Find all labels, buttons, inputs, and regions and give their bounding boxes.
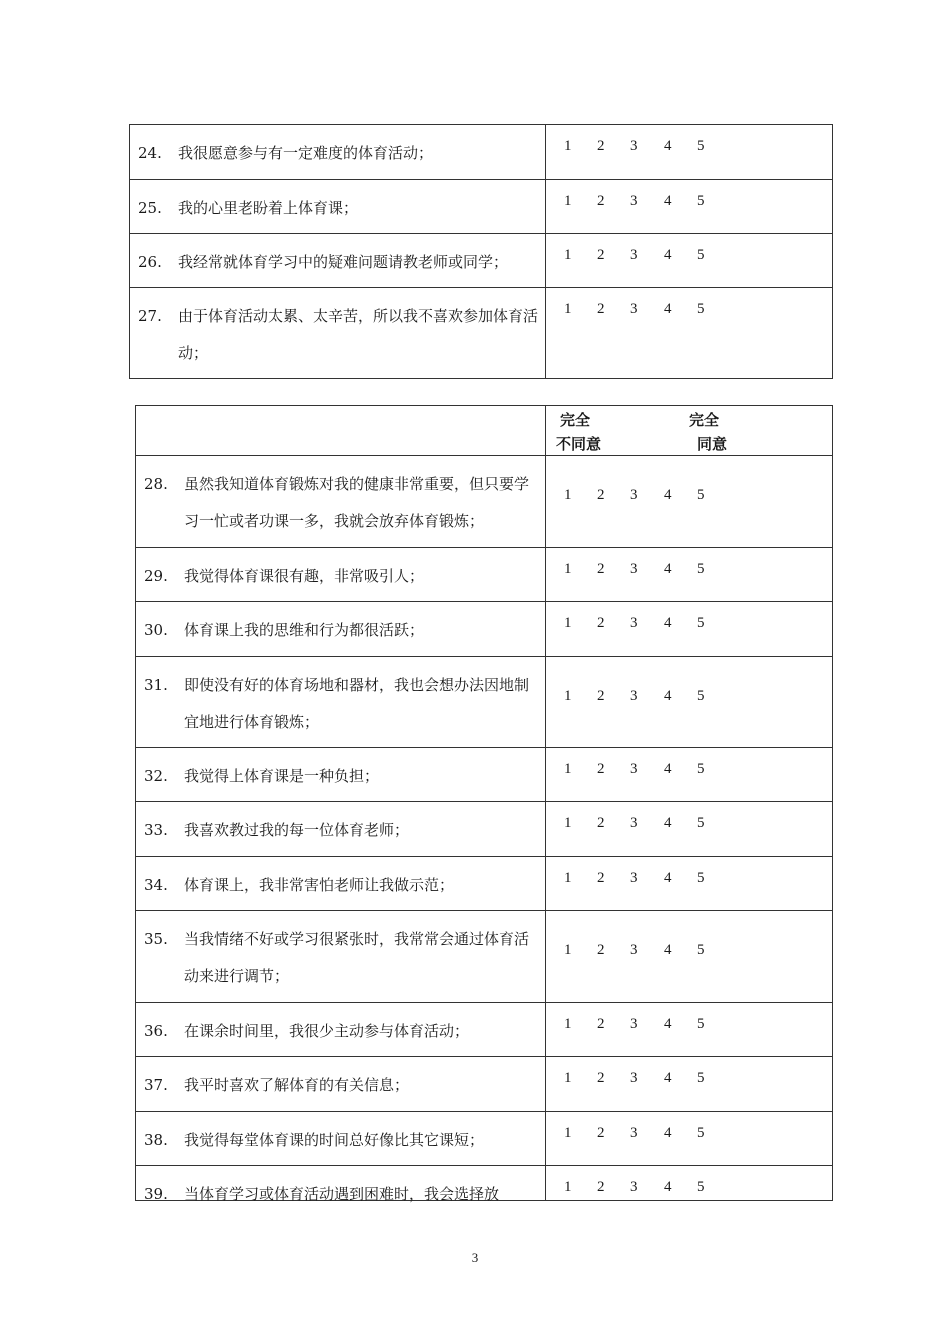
question-cell xyxy=(136,657,546,748)
rating-scale xyxy=(546,942,832,962)
rating-option-3[interactable]: 3 xyxy=(630,138,638,154)
rating-option-1[interactable]: 1 xyxy=(564,761,572,777)
rating-scale-cell xyxy=(546,857,833,911)
question-text xyxy=(144,1067,539,1104)
question-statement: 即使没有好的体育场地和器材，我也会想办法因地制宜地进行体育锻炼； xyxy=(184,676,530,731)
question-cell xyxy=(136,1112,546,1166)
rating-scale xyxy=(546,815,832,835)
rating-option-3[interactable]: 3 xyxy=(630,301,638,317)
rating-option-2[interactable]: 2 xyxy=(597,615,605,631)
question-number: 28. xyxy=(144,475,168,493)
question-number: 32. xyxy=(144,767,168,785)
question-row xyxy=(136,602,833,657)
question-row xyxy=(136,1112,833,1166)
rating-option-1[interactable]: 1 xyxy=(564,870,572,886)
question-number: 29. xyxy=(144,567,168,585)
rating-option-3[interactable]: 3 xyxy=(630,1070,638,1086)
question-cell xyxy=(130,125,546,180)
rating-scale-cell xyxy=(546,748,833,802)
rating-option-2[interactable]: 2 xyxy=(597,193,605,209)
rating-option-4[interactable]: 4 xyxy=(664,815,672,831)
question-text xyxy=(144,1176,539,1213)
rating-scale xyxy=(546,1070,832,1090)
rating-scale xyxy=(546,247,832,267)
question-text xyxy=(144,466,539,540)
question-text xyxy=(138,298,539,372)
rating-option-3[interactable]: 3 xyxy=(630,193,638,209)
question-text xyxy=(144,867,539,904)
rating-option-5[interactable]: 5 xyxy=(697,301,705,317)
question-text xyxy=(144,758,539,795)
question-cell xyxy=(136,602,546,657)
rating-option-2[interactable]: 2 xyxy=(597,870,605,886)
rating-option-2[interactable]: 2 xyxy=(597,942,605,958)
scale-header-right-bottom: 同意 xyxy=(697,435,728,453)
scale-header-row xyxy=(136,406,833,456)
question-number: 26. xyxy=(138,253,162,271)
question-cell xyxy=(136,911,546,1003)
rating-option-3[interactable]: 3 xyxy=(630,487,638,503)
question-statement: 我觉得每堂体育课的时间总好像比其它课短； xyxy=(184,1131,485,1149)
scale-header-right-top: 完全 xyxy=(689,411,720,429)
rating-scale xyxy=(546,487,832,507)
question-cell xyxy=(130,234,546,288)
rating-option-5[interactable]: 5 xyxy=(697,247,705,263)
question-text xyxy=(144,1013,539,1050)
rating-scale xyxy=(546,1179,832,1199)
question-statement: 虽然我知道体育锻炼对我的健康非常重要，但只要学习一忙或者功课一多，我就会放弃体育锻炼； xyxy=(184,475,530,530)
rating-scale-cell xyxy=(546,1057,833,1112)
question-cell xyxy=(136,548,546,602)
page-number: 3 xyxy=(471,1250,479,1265)
rating-option-4[interactable]: 4 xyxy=(664,487,672,503)
rating-option-3[interactable]: 3 xyxy=(630,942,638,958)
scale-header-left-top: 完全 xyxy=(560,411,591,429)
question-text xyxy=(138,135,539,172)
question-row xyxy=(136,1166,833,1201)
rating-scale-cell xyxy=(546,802,833,857)
rating-option-5[interactable]: 5 xyxy=(697,688,705,704)
question-statement: 我的心里老盼着上体育课； xyxy=(178,199,359,217)
question-number: 36. xyxy=(144,1022,168,1040)
question-text xyxy=(144,558,539,595)
question-statement: 我平时喜欢了解体育的有关信息； xyxy=(184,1076,410,1094)
rating-option-5[interactable]: 5 xyxy=(697,1125,705,1141)
rating-option-1[interactable]: 1 xyxy=(564,615,572,631)
rating-option-5[interactable]: 5 xyxy=(697,942,705,958)
rating-option-2[interactable]: 2 xyxy=(597,1179,605,1195)
rating-option-5[interactable]: 5 xyxy=(697,761,705,777)
rating-option-4[interactable]: 4 xyxy=(664,1179,672,1195)
rating-scale-cell xyxy=(546,234,833,288)
question-statement: 当体育学习或体育活动遇到困难时，我会选择放 xyxy=(184,1185,500,1203)
question-row xyxy=(130,288,833,379)
question-text xyxy=(144,1122,539,1159)
question-cell xyxy=(130,288,546,379)
rating-option-2[interactable]: 2 xyxy=(597,688,605,704)
scale-header-left-bottom: 不同意 xyxy=(556,435,602,453)
question-statement: 我喜欢教过我的每一位体育老师； xyxy=(184,821,410,839)
rating-option-1[interactable]: 1 xyxy=(564,1179,572,1195)
question-statement: 当我情绪不好或学习很紧张时，我常常会通过体育活动来进行调节； xyxy=(184,930,530,985)
rating-option-4[interactable]: 4 xyxy=(664,193,672,209)
rating-option-4[interactable]: 4 xyxy=(664,942,672,958)
rating-option-1[interactable]: 1 xyxy=(564,138,572,154)
rating-option-4[interactable]: 4 xyxy=(664,247,672,263)
rating-option-1[interactable]: 1 xyxy=(564,561,572,577)
header-blank-cell xyxy=(136,406,546,456)
rating-option-3[interactable]: 3 xyxy=(630,815,638,831)
rating-scale-cell xyxy=(546,180,833,234)
rating-scale xyxy=(546,301,832,321)
question-row xyxy=(130,234,833,288)
rating-scale xyxy=(546,1125,832,1145)
rating-option-5[interactable]: 5 xyxy=(697,1070,705,1086)
questionnaire-table-1 xyxy=(129,124,833,379)
rating-option-4[interactable]: 4 xyxy=(664,1125,672,1141)
rating-option-4[interactable]: 4 xyxy=(664,1016,672,1032)
question-number: 35. xyxy=(144,930,168,948)
question-row xyxy=(136,657,833,748)
rating-scale xyxy=(546,193,832,213)
rating-option-5[interactable]: 5 xyxy=(697,870,705,886)
question-row xyxy=(136,1057,833,1112)
rating-option-3[interactable]: 3 xyxy=(630,761,638,777)
question-statement: 我经常就体育学习中的疑难问题请教老师或同学； xyxy=(178,253,509,271)
rating-scale-cell xyxy=(546,456,833,548)
scale-header-cell xyxy=(546,406,833,456)
question-row xyxy=(136,1003,833,1057)
rating-option-5[interactable]: 5 xyxy=(697,487,705,503)
rating-option-2[interactable]: 2 xyxy=(597,761,605,777)
rating-option-5[interactable]: 5 xyxy=(697,138,705,154)
rating-option-1[interactable]: 1 xyxy=(564,815,572,831)
rating-scale xyxy=(546,138,832,158)
question-text xyxy=(144,812,539,849)
rating-scale xyxy=(546,761,832,781)
rating-scale-cell xyxy=(546,288,833,379)
question-text xyxy=(144,612,539,649)
rating-option-4[interactable]: 4 xyxy=(664,561,672,577)
rating-option-3[interactable]: 3 xyxy=(630,561,638,577)
question-row xyxy=(136,748,833,802)
question-number: 34. xyxy=(144,876,168,894)
rating-option-1[interactable]: 1 xyxy=(564,247,572,263)
question-row xyxy=(136,857,833,911)
rating-scale xyxy=(546,1016,832,1036)
question-number: 31. xyxy=(144,676,168,694)
question-statement: 我觉得上体育课是一种负担； xyxy=(184,767,380,785)
rating-option-1[interactable]: 1 xyxy=(564,301,572,317)
rating-scale xyxy=(546,870,832,890)
question-row xyxy=(130,180,833,234)
rating-option-5[interactable]: 5 xyxy=(697,193,705,209)
question-cell xyxy=(136,748,546,802)
rating-scale-cell xyxy=(546,602,833,657)
rating-option-2[interactable]: 2 xyxy=(597,1070,605,1086)
rating-option-4[interactable]: 4 xyxy=(664,761,672,777)
rating-option-2[interactable]: 2 xyxy=(597,247,605,263)
question-row xyxy=(130,125,833,180)
question-number: 30. xyxy=(144,621,168,639)
question-cell xyxy=(136,1003,546,1057)
rating-scale-cell xyxy=(546,548,833,602)
rating-option-5[interactable]: 5 xyxy=(697,615,705,631)
question-statement: 体育课上我的思维和行为都很活跃； xyxy=(184,621,425,639)
question-statement: 体育课上，我非常害怕老师让我做示范； xyxy=(184,876,455,894)
rating-option-4[interactable]: 4 xyxy=(664,870,672,886)
rating-scale xyxy=(546,561,832,581)
rating-option-5[interactable]: 5 xyxy=(697,815,705,831)
rating-option-3[interactable]: 3 xyxy=(630,615,638,631)
question-row xyxy=(136,548,833,602)
rating-option-1[interactable]: 1 xyxy=(564,1016,572,1032)
rating-option-1[interactable]: 1 xyxy=(564,193,572,209)
rating-option-1[interactable]: 1 xyxy=(564,1070,572,1086)
question-number: 27. xyxy=(138,307,162,325)
rating-option-4[interactable]: 4 xyxy=(664,688,672,704)
question-cell xyxy=(136,857,546,911)
rating-option-4[interactable]: 4 xyxy=(664,301,672,317)
rating-option-3[interactable]: 3 xyxy=(630,1179,638,1195)
rating-option-1[interactable]: 1 xyxy=(564,942,572,958)
question-number: 33. xyxy=(144,821,168,839)
rating-option-3[interactable]: 3 xyxy=(630,688,638,704)
rating-option-4[interactable]: 4 xyxy=(664,615,672,631)
rating-option-4[interactable]: 4 xyxy=(664,138,672,154)
rating-scale-cell xyxy=(546,125,833,180)
question-statement: 我觉得体育课很有趣，非常吸引人； xyxy=(184,567,425,585)
question-text xyxy=(144,667,539,741)
rating-option-2[interactable]: 2 xyxy=(597,138,605,154)
rating-option-2[interactable]: 2 xyxy=(597,1016,605,1032)
rating-option-2[interactable]: 2 xyxy=(597,1125,605,1141)
question-cell xyxy=(130,180,546,234)
rating-scale-cell xyxy=(546,911,833,1003)
rating-scale xyxy=(546,688,832,708)
rating-option-3[interactable]: 3 xyxy=(630,1016,638,1032)
rating-option-5[interactable]: 5 xyxy=(697,561,705,577)
question-number: 39. xyxy=(144,1185,168,1203)
question-text xyxy=(138,244,539,281)
question-text xyxy=(144,921,539,995)
question-row xyxy=(136,802,833,857)
rating-option-2[interactable]: 2 xyxy=(597,301,605,317)
rating-option-1[interactable]: 1 xyxy=(564,487,572,503)
rating-scale xyxy=(546,615,832,635)
question-cell xyxy=(136,1057,546,1112)
rating-option-5[interactable]: 5 xyxy=(697,1179,705,1195)
question-cell xyxy=(136,456,546,548)
question-row xyxy=(136,456,833,548)
question-number: 24. xyxy=(138,144,162,162)
question-cell xyxy=(136,802,546,857)
rating-option-5[interactable]: 5 xyxy=(697,1016,705,1032)
rating-scale-cell xyxy=(546,1166,833,1201)
rating-option-3[interactable]: 3 xyxy=(630,870,638,886)
question-cell xyxy=(136,1166,546,1201)
question-text xyxy=(138,190,539,227)
rating-scale-cell xyxy=(546,1003,833,1057)
rating-option-3[interactable]: 3 xyxy=(630,1125,638,1141)
question-statement: 由于体育活动太累、太辛苦，所以我不喜欢参加体育活动； xyxy=(178,307,539,362)
rating-option-1[interactable]: 1 xyxy=(564,688,572,704)
rating-option-2[interactable]: 2 xyxy=(597,815,605,831)
rating-option-1[interactable]: 1 xyxy=(564,1125,572,1141)
rating-option-2[interactable]: 2 xyxy=(597,561,605,577)
questionnaire-table-2 xyxy=(135,405,833,1201)
rating-scale-cell xyxy=(546,1112,833,1166)
rating-option-2[interactable]: 2 xyxy=(597,487,605,503)
question-number: 37. xyxy=(144,1076,168,1094)
rating-scale-cell xyxy=(546,657,833,748)
question-number: 25. xyxy=(138,199,162,217)
question-statement: 在课余时间里，我很少主动参与体育活动； xyxy=(184,1022,470,1040)
question-statement: 我很愿意参与有一定难度的体育活动； xyxy=(178,144,434,162)
question-number: 38. xyxy=(144,1131,168,1149)
rating-option-4[interactable]: 4 xyxy=(664,1070,672,1086)
question-row xyxy=(136,911,833,1003)
rating-option-3[interactable]: 3 xyxy=(630,247,638,263)
